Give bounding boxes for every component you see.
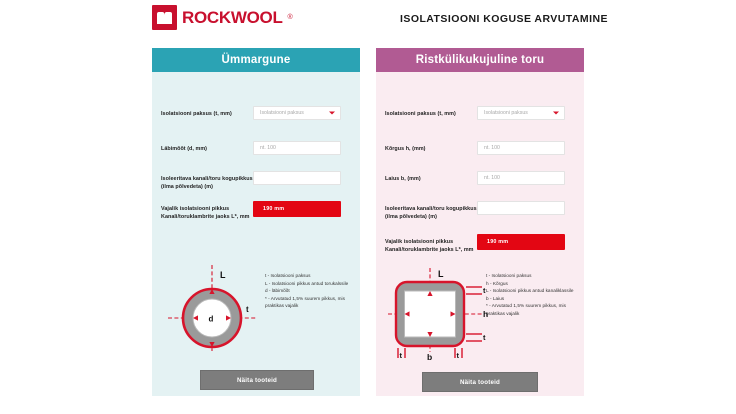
svg-text:b: b bbox=[427, 352, 433, 362]
field-placeholder: nt. 100 bbox=[484, 175, 500, 181]
total-length-input[interactable] bbox=[477, 201, 565, 215]
svg-text:t: t bbox=[399, 351, 402, 360]
field-placeholder: nt. 100 bbox=[260, 145, 276, 151]
rockwool-logo-text: ROCKWOOL bbox=[182, 7, 283, 27]
field-row-required-length bbox=[385, 234, 575, 255]
show-products-button[interactable]: Näita tooteid bbox=[422, 372, 538, 392]
svg-text:L: L bbox=[220, 270, 226, 280]
svg-text:L: L bbox=[438, 269, 444, 279]
field-row-width bbox=[385, 171, 575, 185]
round-pipe-diagram bbox=[164, 262, 260, 354]
rectangular-duct-diagram bbox=[386, 266, 490, 362]
insulation-thickness-select[interactable] bbox=[477, 106, 565, 120]
field-label: Laius b, (mm) bbox=[385, 176, 421, 182]
trademark-symbol: ® bbox=[287, 14, 293, 21]
panel-rectangular-title: Ristkülikukujuline toru bbox=[376, 48, 584, 72]
svg-text:t: t bbox=[483, 286, 486, 295]
svg-text:h: h bbox=[483, 309, 489, 319]
height-input[interactable] bbox=[477, 141, 565, 155]
show-products-button[interactable]: Näita tooteid bbox=[200, 370, 314, 390]
panel-round-title: Ümmargune bbox=[152, 48, 360, 72]
round-legend bbox=[265, 272, 351, 310]
field-row-insulation-thickness bbox=[385, 106, 575, 120]
field-row-required-length bbox=[161, 201, 351, 222]
total-length-input[interactable] bbox=[253, 171, 341, 185]
legend-item: L - Isolatsiooni pikkus antud torukalssile bbox=[265, 280, 349, 286]
chevron-down-icon bbox=[329, 112, 335, 115]
field-row-diameter bbox=[161, 141, 351, 155]
required-length-result bbox=[477, 234, 565, 250]
field-placeholder: Isolatsiooni paksus bbox=[260, 110, 304, 116]
field-row-insulation-thickness bbox=[161, 106, 351, 120]
field-label: Vajalik isolatsiooni pikkus Kanali/toruklambrite jaoks L*, mm bbox=[385, 239, 474, 254]
field-label: Isoleeritava kanali/toru kogupikkus (ilma põlvedeta) (m) bbox=[385, 206, 477, 221]
field-label: Vajalik isolatsiooni pikkus Kanali/toruklambrite jaoks L*, mm bbox=[161, 206, 250, 221]
diameter-input[interactable] bbox=[253, 141, 341, 155]
width-input[interactable] bbox=[477, 171, 565, 185]
legend-item: t - Isolatsiooni paksus bbox=[486, 273, 532, 278]
field-label: Isoleeritava kanali/toru kogupikkus (ilma põlvedeta) (m) bbox=[161, 176, 253, 191]
svg-text:t: t bbox=[456, 351, 459, 360]
field-label: Läbimõõt (d, mm) bbox=[161, 146, 208, 152]
panel-rectangular bbox=[376, 48, 584, 396]
legend-item: d - läbimõõt bbox=[265, 288, 290, 294]
field-label: Isolatsiooni paksus (t, mm) bbox=[385, 111, 456, 117]
page-header bbox=[0, 0, 736, 38]
legend-item: * - Arvutatud 1,5% suurem pikkus, mis praktikas vajalik bbox=[486, 303, 566, 317]
legend-item: * - Arvutatud 1,5% suurem pikkus, mis praktikas vajalik bbox=[265, 295, 345, 309]
panel-round-body bbox=[152, 72, 360, 396]
field-label: Kõrgus h, (mm) bbox=[385, 146, 426, 152]
field-row-height bbox=[385, 141, 575, 155]
field-label: Isolatsiooni paksus (t, mm) bbox=[161, 111, 232, 117]
result-value: 190 mm bbox=[487, 239, 509, 245]
field-placeholder: Isolatsiooni paksus bbox=[484, 110, 528, 116]
panel-round bbox=[152, 48, 360, 396]
page-title: ISOLATSIOONI KOGUSE ARVUTAMINE bbox=[400, 13, 608, 25]
svg-text:d: d bbox=[208, 314, 214, 324]
panel-rectangular-body bbox=[376, 72, 584, 396]
rockwool-logo-icon bbox=[152, 5, 177, 30]
field-row-total-length bbox=[385, 201, 575, 222]
rockwool-logo[interactable] bbox=[152, 5, 293, 30]
svg-text:t: t bbox=[483, 333, 486, 342]
result-value: 190 mm bbox=[263, 206, 285, 212]
field-row-total-length bbox=[161, 171, 351, 192]
rectangular-legend bbox=[486, 272, 574, 318]
required-length-result bbox=[253, 201, 341, 217]
legend-item: t - Isolatsiooni paksus bbox=[265, 273, 311, 278]
legend-item: h - Kõrgus bbox=[486, 280, 508, 286]
legend-item: L - Isolatsiooni pikkus antud kanaliklassile bbox=[486, 288, 574, 294]
legend-item: b - Laius bbox=[486, 295, 505, 301]
chevron-down-icon bbox=[553, 112, 559, 115]
insulation-thickness-select[interactable] bbox=[253, 106, 341, 120]
svg-text:t: t bbox=[246, 305, 249, 314]
field-placeholder: nt. 100 bbox=[484, 145, 500, 151]
